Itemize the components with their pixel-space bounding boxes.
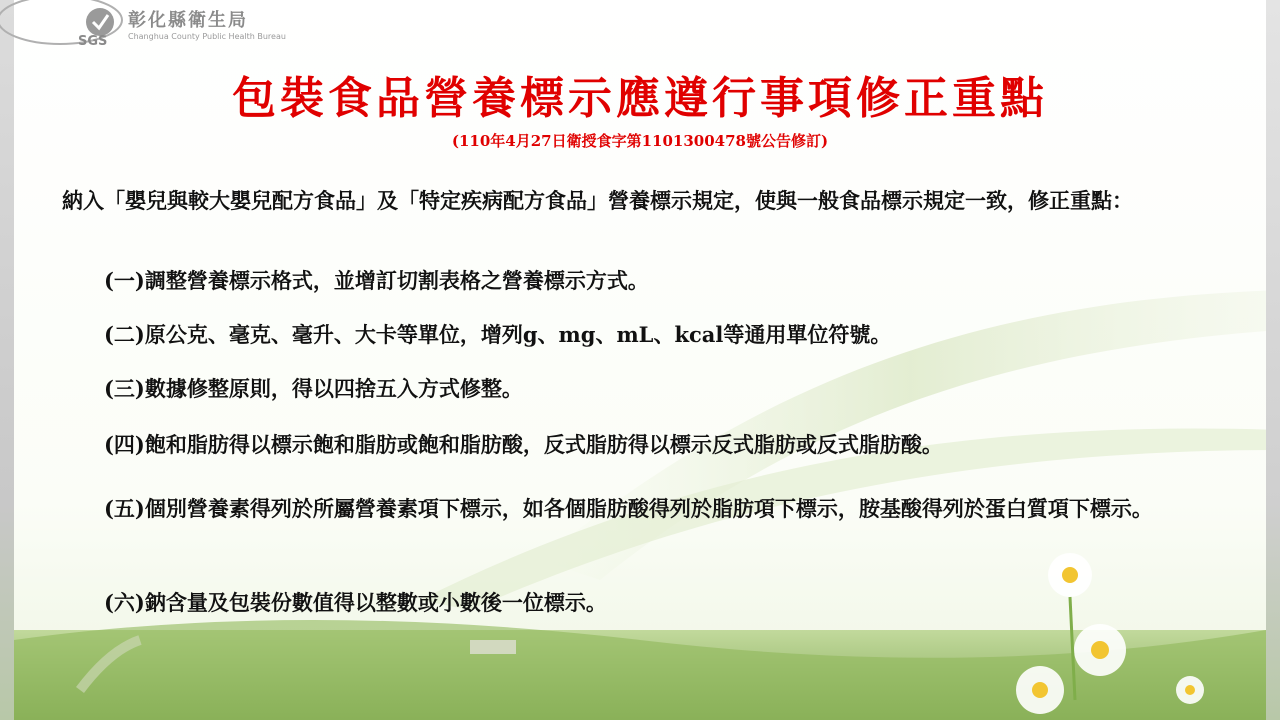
list-item: (二)原公克、毫克、毫升、大卡等單位，增列g、mg、mL、kcal等通用單位符號。 [104, 322, 892, 347]
slide-subtitle: (110年4月27日衛授食字第1101300478號公告修訂) [451, 132, 829, 150]
intro-paragraph: 納入「嬰兒與較大嬰兒配方食品」及「特定疾病配方食品」營養標示規定，使與一般食品標示規定一致，修正重點： [62, 188, 1133, 213]
list-item: (六)鈉含量及包裝份數值得以整數或小數後一位標示。 [104, 590, 607, 615]
list-item: (五)個別營養素得列於所屬營養素項下標示，如各個脂肪酸得列於脂肪項下標示，胺基酸得列於蛋白質項下標示。 [104, 496, 1153, 521]
sgs-mark: SGS [78, 34, 108, 49]
slide-title: 包裝食品營養標示應遵行事項修正重點 [232, 73, 1048, 124]
org-logo [0, 0, 360, 52]
org-name-cn: 彰化縣衛生局 [128, 10, 248, 31]
list-item: (一)調整營養標示格式，並增訂切割表格之營養標示方式。 [104, 268, 649, 293]
list-item: (三)數據修整原則，得以四捨五入方式修整。 [104, 376, 523, 401]
org-name-en: Changhua County Public Health Bureau [128, 32, 286, 41]
list-item: (四)飽和脂肪得以標示飽和脂肪或飽和脂肪酸，反式脂肪得以標示反式脂肪或反式脂肪酸。 [104, 432, 943, 457]
